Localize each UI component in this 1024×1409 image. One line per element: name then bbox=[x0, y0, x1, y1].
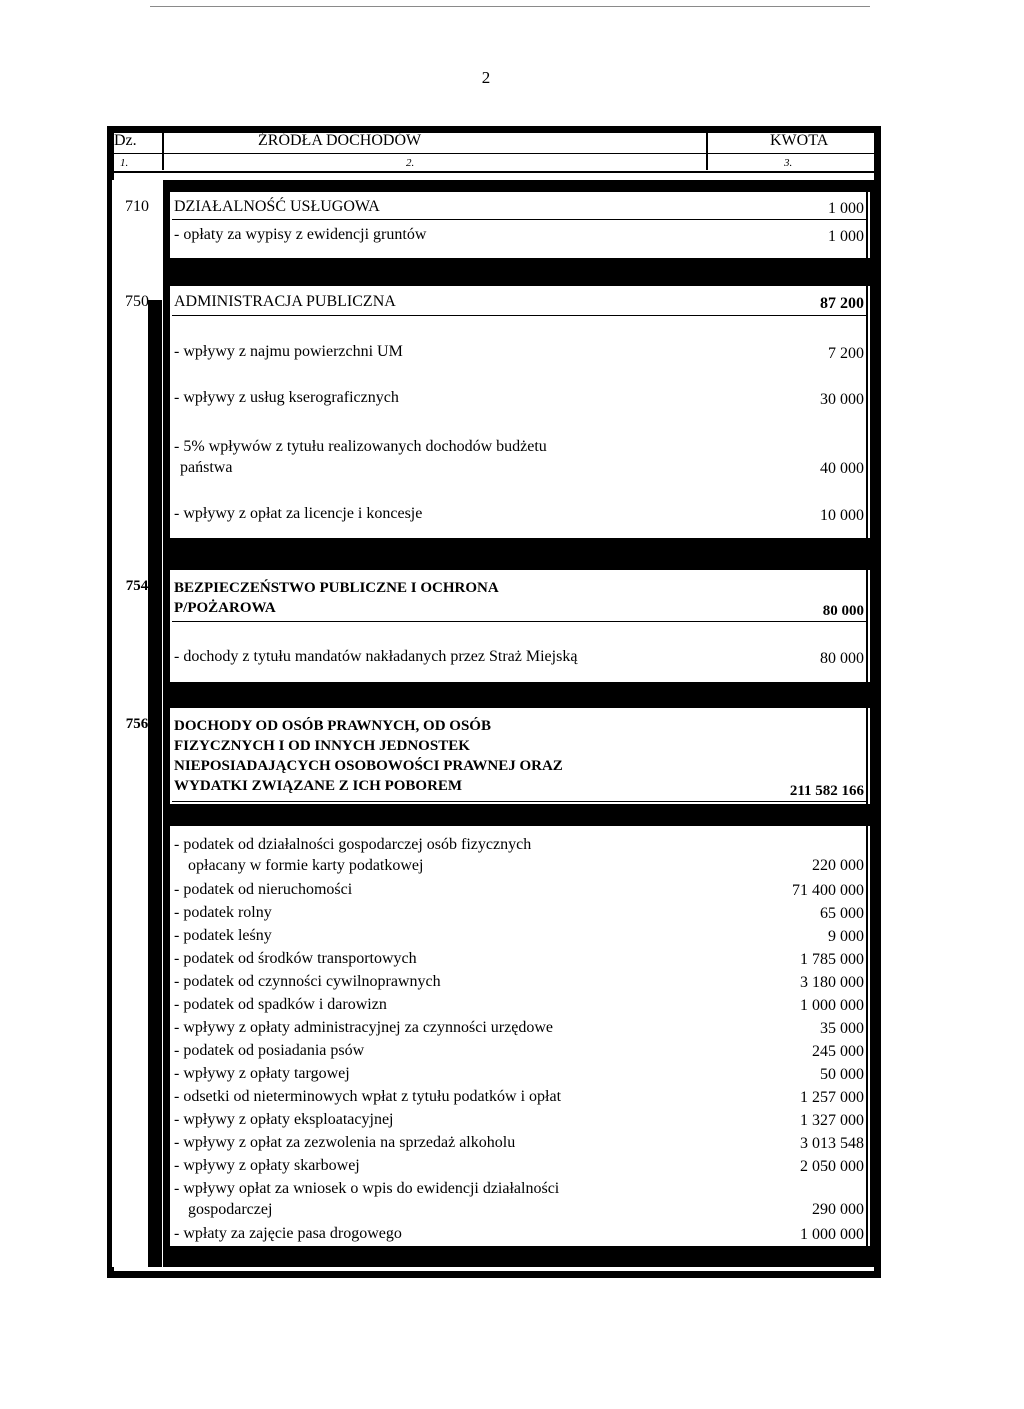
header-bottom bbox=[112, 171, 874, 173]
item-label: - podatek od czynności cywilnoprawnych bbox=[174, 973, 441, 990]
list-item bbox=[168, 948, 868, 970]
item-label-line1: - podatek od działalności gospodarczej osób fizycznych bbox=[174, 836, 532, 853]
section-title: DZIAŁALNOŚĆ USŁUGOWA bbox=[174, 198, 380, 215]
section-code: 710 bbox=[125, 198, 149, 215]
list-item bbox=[168, 925, 868, 947]
right-inner-border bbox=[866, 180, 868, 1267]
item-amount: 10 000 bbox=[820, 507, 864, 524]
list-item bbox=[168, 1132, 868, 1154]
list-item bbox=[168, 879, 868, 901]
row-divider bbox=[172, 315, 868, 316]
item-label: - opłaty za wypisy z ewidencji gruntów bbox=[174, 226, 427, 243]
header-num-2: 2. bbox=[406, 157, 415, 169]
section-title-line1: DOCHODY OD OSÓB PRAWNYCH, OD OSÓB bbox=[174, 718, 491, 734]
item-label: - wpłaty za zajęcie pasa drogowego bbox=[174, 1225, 402, 1242]
section-code: 756 bbox=[125, 716, 149, 732]
item-amount: 50 000 bbox=[820, 1066, 864, 1083]
code-column-shade bbox=[148, 300, 162, 1267]
header-col-dz: Dz. bbox=[114, 132, 137, 149]
section-title-line1: BEZPIECZEŃSTWO PUBLICZNE I OCHRONA bbox=[174, 580, 499, 596]
header-col-sources: ŹRÓDŁA DOCHODÓW bbox=[258, 132, 422, 149]
row-divider bbox=[172, 621, 868, 622]
section-title-row bbox=[168, 716, 868, 800]
item-label: - odsetki od nieterminowych wpłat z tytułu podatków i opłat bbox=[174, 1088, 562, 1105]
header-num-1: 1. bbox=[120, 157, 129, 169]
item-label-line1: - wpływy opłat za wniosek o wpis do ewidencji działalności bbox=[174, 1180, 560, 1197]
item-label bbox=[174, 436, 714, 478]
list-item bbox=[168, 1178, 868, 1220]
item-amount: 1 257 000 bbox=[800, 1089, 864, 1106]
list-item bbox=[168, 971, 868, 993]
item-amount: 245 000 bbox=[812, 1043, 864, 1060]
item-label: - wpływy z opłat za zezwolenia na sprzedaż alkoholu bbox=[174, 1134, 516, 1151]
item-label: - podatek od posiadania psów bbox=[174, 1042, 365, 1059]
item-label: - wpływy z opłaty skarbowej bbox=[174, 1157, 360, 1174]
item-label: - dochody z tytułu mandatów nakładanych przez Straż Miejską bbox=[174, 648, 578, 665]
list-item bbox=[168, 343, 868, 363]
top-rule bbox=[150, 6, 870, 7]
list-item bbox=[168, 1086, 868, 1108]
item-label bbox=[174, 834, 734, 876]
list-item bbox=[168, 1223, 868, 1245]
section-code: 750 bbox=[125, 293, 149, 310]
item-amount: 3 013 548 bbox=[800, 1135, 864, 1152]
list-item bbox=[168, 648, 868, 668]
item-label: - podatek rolny bbox=[174, 904, 272, 921]
header-col-amount: KWOTA bbox=[770, 132, 829, 149]
list-item bbox=[168, 994, 868, 1016]
item-amount: 35 000 bbox=[820, 1020, 864, 1037]
header-vline-1 bbox=[162, 130, 164, 170]
list-item bbox=[168, 505, 868, 525]
item-amount: 1 785 000 bbox=[800, 951, 864, 968]
section-title bbox=[174, 716, 734, 796]
row-divider bbox=[172, 801, 868, 802]
section-total: 87 200 bbox=[820, 295, 864, 312]
item-amount: 9 000 bbox=[828, 928, 864, 945]
header-num-3: 3. bbox=[784, 157, 793, 169]
item-label-line1: - 5% wpływów z tytułu realizowanych dochodów budżetu bbox=[174, 438, 547, 455]
list-item bbox=[168, 436, 868, 478]
list-item bbox=[168, 1155, 868, 1177]
list-item bbox=[168, 1063, 868, 1085]
section-title: ADMINISTRACJA PUBLICZNA bbox=[174, 293, 396, 310]
list-item bbox=[168, 389, 868, 409]
item-label-line2: gospodarczej bbox=[188, 1201, 273, 1218]
item-label: - wpływy z opłaty targowej bbox=[174, 1065, 350, 1082]
section-title-row bbox=[168, 578, 868, 620]
item-label: - wpływy z najmu powierzchni UM bbox=[174, 343, 403, 360]
section-title-row bbox=[168, 293, 868, 313]
item-amount: 1 327 000 bbox=[800, 1112, 864, 1129]
item-amount: 65 000 bbox=[820, 905, 864, 922]
item-label: - wpływy z opłat za licencje i koncesje bbox=[174, 505, 423, 522]
section-code: 754 bbox=[125, 578, 149, 594]
item-amount: 220 000 bbox=[812, 857, 864, 874]
item-amount: 1 000 bbox=[828, 228, 864, 245]
item-label: - wpływy z opłaty eksploatacyjnej bbox=[174, 1111, 394, 1128]
list-item bbox=[168, 1040, 868, 1062]
list-item bbox=[168, 834, 868, 876]
header-vline-2 bbox=[706, 130, 708, 170]
section-title-row bbox=[168, 198, 868, 218]
section-title-line2: FIZYCZNYCH I OD INNYCH JEDNOSTEK bbox=[174, 738, 470, 754]
section-title-line3: NIEPOSIADAJĄCYCH OSOBOWOŚCI PRAWNEJ ORAZ bbox=[174, 758, 563, 774]
section-total: 80 000 bbox=[822, 603, 864, 619]
item-label: - podatek od spadków i darowizn bbox=[174, 996, 387, 1013]
section-750-box bbox=[170, 286, 870, 538]
row-divider bbox=[172, 219, 868, 220]
section-title bbox=[174, 578, 714, 618]
item-label-line2: opłacany w formie karty podatkowej bbox=[188, 857, 424, 874]
item-label: - wpływy z opłaty administracyjnej za czynności urzędowe bbox=[174, 1019, 553, 1036]
section-total: 211 582 166 bbox=[789, 783, 864, 799]
list-item bbox=[168, 902, 868, 924]
header-divider bbox=[112, 153, 874, 154]
section-total: 1 000 bbox=[828, 200, 864, 217]
item-amount: 290 000 bbox=[812, 1201, 864, 1218]
section-title-line4: WYDATKI ZWIĄZANE Z ICH POBOREM bbox=[174, 778, 463, 794]
item-amount: 1 000 000 bbox=[800, 997, 864, 1014]
item-label-line2: państwa bbox=[180, 459, 233, 476]
item-amount: 71 400 000 bbox=[792, 882, 864, 899]
item-amount: 3 180 000 bbox=[800, 974, 864, 991]
section-title-line2: P/POŻAROWA bbox=[174, 600, 276, 616]
item-label: - wpływy z usług kserograficznych bbox=[174, 389, 399, 406]
item-label bbox=[174, 1178, 774, 1220]
list-item bbox=[168, 1017, 868, 1039]
item-amount: 80 000 bbox=[820, 650, 864, 667]
item-label: - podatek od nieruchomości bbox=[174, 881, 353, 898]
page-number: 2 bbox=[481, 68, 491, 87]
item-amount: 30 000 bbox=[820, 391, 864, 408]
item-label: - podatek od środków transportowych bbox=[174, 950, 417, 967]
item-amount: 7 200 bbox=[828, 345, 864, 362]
item-amount: 2 050 000 bbox=[800, 1158, 864, 1175]
list-item bbox=[168, 1109, 868, 1131]
item-label: - podatek leśny bbox=[174, 927, 272, 944]
item-amount: 1 000 000 bbox=[800, 1226, 864, 1243]
item-amount: 40 000 bbox=[820, 460, 864, 477]
list-item bbox=[168, 226, 868, 246]
